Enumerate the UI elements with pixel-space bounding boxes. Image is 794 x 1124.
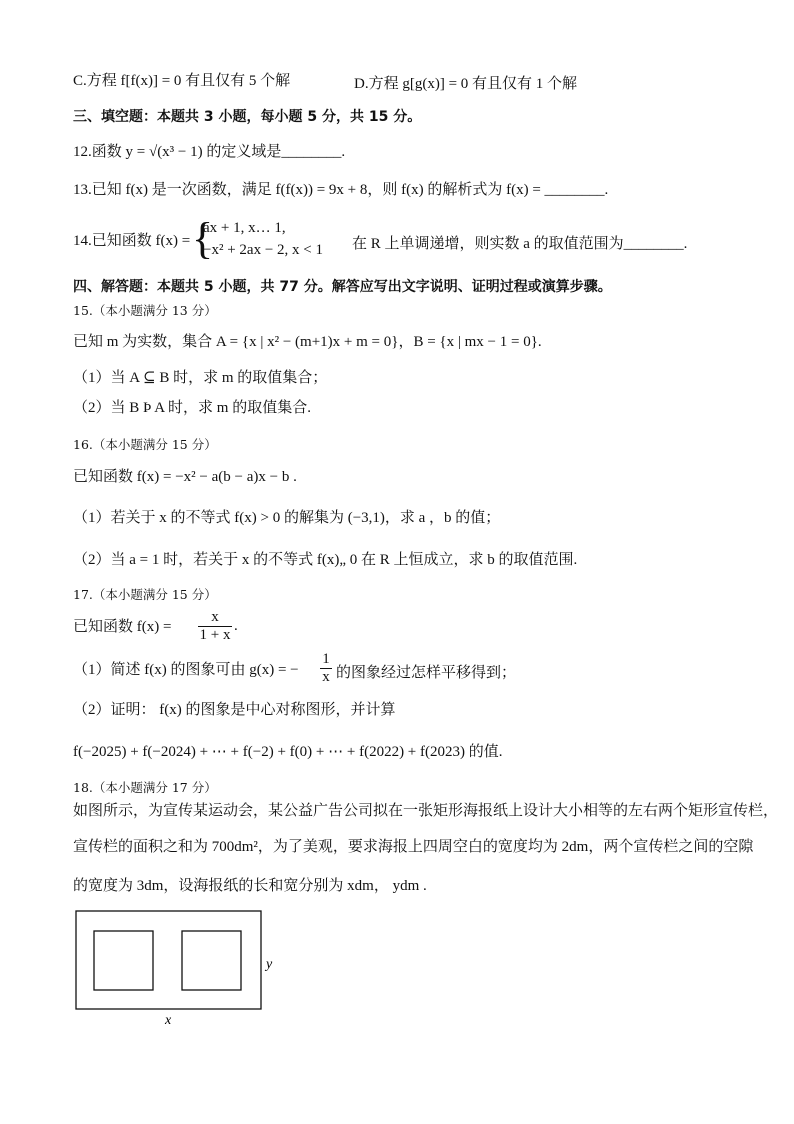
question-14-prefix: 14.已知函数 f(x) = (73, 233, 191, 249)
section-3-heading: 三、填空题：本题共 3 小题，每小题 5 分，共 15 分。 (73, 109, 422, 125)
question-16-part-1: （1）若关于 x 的不等式 f(x) > 0 的解集为 (−3,1)，求 a ，b 的值； (73, 510, 501, 526)
question-15-stem: 已知 m 为实数，集合 A = {x | x² − (m+1)x + m = 0}，B = {x | mx − 1 = 0}. (73, 334, 542, 350)
question-12: 12.函数 y = √(x³ − 1) 的定义域是________. (73, 144, 346, 160)
question-17-fraction (198, 609, 232, 644)
question-16-part-2: （2）当 a = 1 时，若关于 x 的不等式 f(x)„ 0 在 R 上恒成立，求 b 的取值范围. (73, 552, 578, 568)
right-panel (182, 931, 241, 990)
question-16-header: 16.（本小题满分 15 分） (73, 437, 217, 452)
option-c: C.方程 f[f(x)] = 0 有且仅有 5 个解 (73, 73, 291, 89)
section-4-heading: 四、解答题：本题共 5 小题，共 77 分。解答应写出文字说明、证明过程或演算步骤。 (73, 279, 612, 295)
fraction-numerator: x (211, 609, 219, 625)
question-16-stem: 已知函数 f(x) = −x² − a(b − a)x − b . (73, 469, 297, 485)
question-18-header: 18.（本小题满分 17 分） (73, 780, 217, 795)
question-17-part-1-suffix: 的图象经过怎样平移得到； (336, 665, 517, 681)
question-17-stem-period: . (234, 618, 238, 634)
question-14-suffix: 在 R 上单调递增，则实数 a 的取值范围为________. (352, 236, 688, 252)
poster-diagram (75, 910, 280, 1030)
question-18-text-1: 如图所示，为宣传某运动会，某公益广告公司拟在一张矩形海报纸上设计大小相等的左右两个矩形宣传栏， (73, 803, 779, 819)
question-15-header: 15.（本小题满分 13 分） (73, 303, 217, 318)
question-15-part-1: （1）当 A ⊆ B 时，求 m 的取值集合； (73, 370, 328, 386)
left-panel (94, 931, 153, 990)
fraction-denominator: x (320, 668, 332, 686)
option-d: D.方程 g[g(x)] = 0 有且仅有 1 个解 (354, 76, 578, 92)
fraction-numerator: 1 (322, 651, 330, 667)
question-18-text-3: 的宽度为 3dm，设海报纸的长和宽分别为 xdm， ydm . (73, 878, 427, 894)
question-17-part-1: （1）简述 f(x) 的图象可由 g(x) = − (73, 662, 299, 678)
question-13: 13.已知 f(x) 是一次函数，满足 f(f(x)) = 9x + 8，则 f(x) 的解析式为 f(x) = ________. (73, 182, 609, 198)
question-15-part-2: （2）当 B Þ A 时，求 m 的取值集合. (73, 400, 311, 416)
piecewise-case-2: −x² + 2ax − 2, x < 1 (203, 242, 323, 258)
question-18-text-2: 宣传栏的面积之和为 700dm²，为了美观，要求海报上四周空白的宽度均为 2dm，两个宣传栏之间的空隙 (73, 839, 754, 855)
question-17-sum: f(−2025) + f(−2024) + ⋯ + f(−2) + f(0) + ⋯ + f(2022) + f(2023) 的值. (73, 744, 503, 760)
label-y: y (266, 957, 273, 972)
poster-outline (76, 911, 261, 1009)
piecewise-case-1: ax + 1, x… 1, (203, 220, 286, 236)
fraction-denominator: 1 + x (199, 627, 231, 643)
question-17-stem: 已知函数 f(x) = (73, 619, 172, 635)
piecewise-brace: { (192, 214, 214, 263)
question-17-header: 17.（本小题满分 15 分） (73, 587, 217, 602)
question-17-part-1-fraction (320, 651, 332, 686)
label-x: x (165, 1013, 172, 1028)
question-17-part-2: （2）证明： f(x) 的图象是中心对称图形，并计算 (73, 702, 396, 718)
